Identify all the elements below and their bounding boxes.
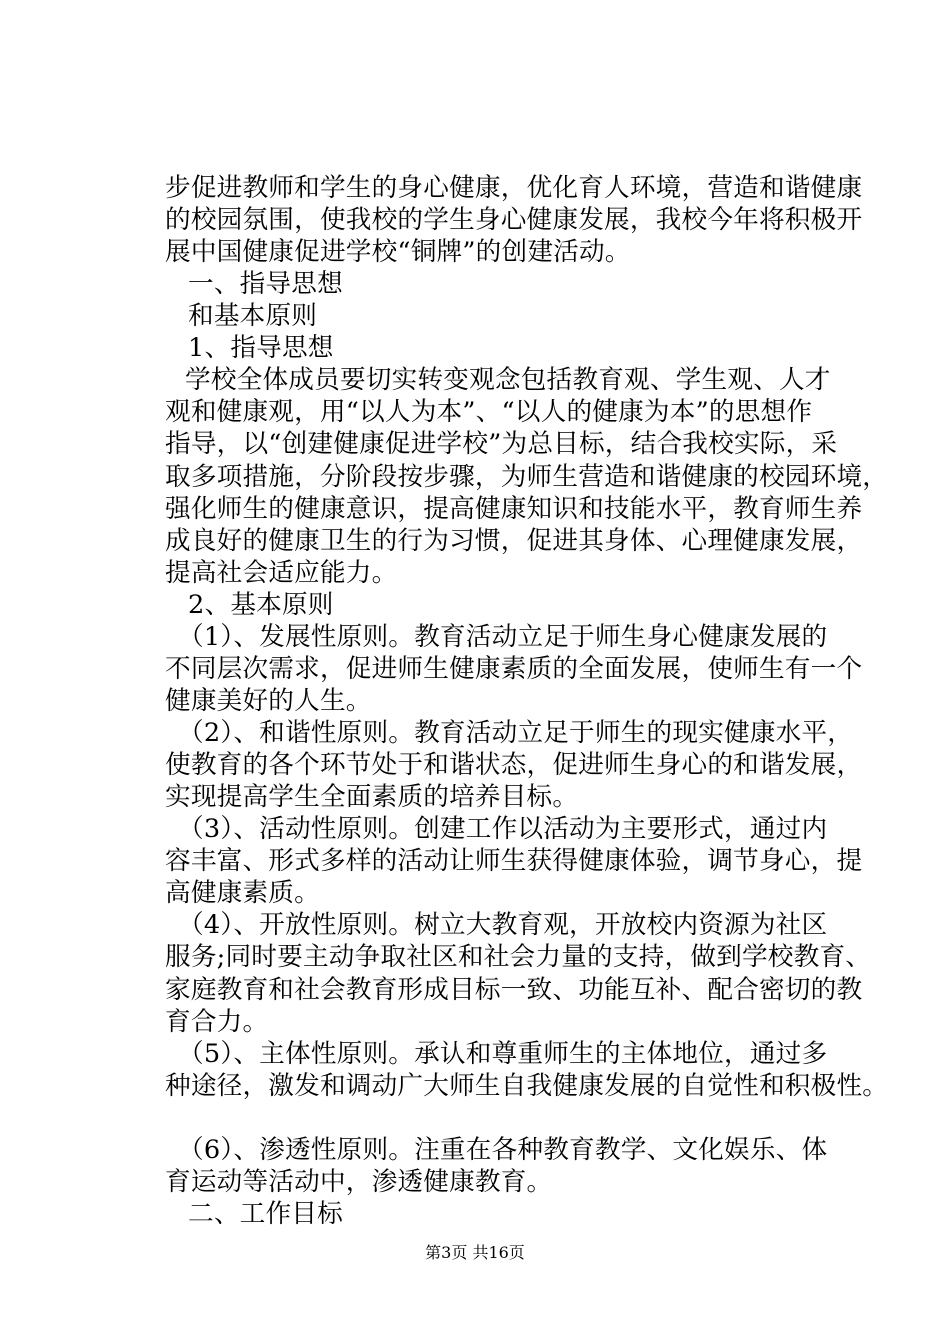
body-text-line: 的校园氛围，使我校的学生身心健康发展，我校今年将积极开 xyxy=(165,205,863,236)
body-text-line: 家庭教育和社会教育形成目标一致、功能互补、配合密切的教 xyxy=(165,974,863,1005)
body-text-line: 使教育的各个环节处于和谐状态，促进师生身心的和谐发展， xyxy=(165,750,863,781)
principle-item: （2）、和谐性原则。教育活动立足于师生的现实健康水平， xyxy=(178,718,854,749)
section-heading: 二、工作目标 xyxy=(188,1198,343,1229)
body-text-line: 学校全体成员要切实转变观念包括教育观、学生观、人才 xyxy=(185,365,831,396)
body-text-line: 种途径，激发和调动广大师生自我健康发展的自觉性和积极性。 xyxy=(165,1070,889,1101)
body-text-line: 育合力。 xyxy=(165,1006,269,1037)
body-text-line: 取多项措施，分阶段按步骤，为师生营造和谐健康的校园环境， xyxy=(165,461,889,492)
body-text-line: 指导，以“创建健康促进学校”为总目标，结合我校实际，采 xyxy=(165,429,838,460)
body-text-line: 服务;同时要主动争取社区和社会力量的支持，做到学校教育、 xyxy=(165,942,872,973)
body-text-line: 强化师生的健康意识，提高健康知识和技能水平，教育师生养 xyxy=(165,493,863,524)
subsection-heading: 1、指导思想 xyxy=(188,333,334,364)
section-heading-continued: 和基本原则 xyxy=(188,301,318,332)
body-text-line: 高健康素质。 xyxy=(165,878,320,909)
principle-item: （5）、主体性原则。承认和尊重师生的主体地位，通过多 xyxy=(178,1038,828,1069)
body-text-line: 实现提高学生全面素质的培养目标。 xyxy=(165,782,579,813)
subsection-heading: 2、基本原则 xyxy=(188,589,334,620)
principle-item: （4）、开放性原则。树立大教育观，开放校内资源为社区 xyxy=(178,910,828,941)
page-number-footer: 第3页 共16页 xyxy=(425,1243,525,1262)
body-text-line: 不同层次需求，促进师生健康素质的全面发展，使师生有一个 xyxy=(165,653,863,684)
principle-item: （3）、活动性原则。创建工作以活动为主要形式，通过内 xyxy=(178,814,828,845)
principle-item: （1）、发展性原则。教育活动立足于师生身心健康发展的 xyxy=(178,621,828,652)
body-text-line: 成良好的健康卫生的行为习惯，促进其身体、心理健康发展， xyxy=(165,525,863,556)
principle-item: （6）、渗透性原则。注重在各种教育教学、文化娱乐、体 xyxy=(178,1134,828,1165)
body-text-line: 步促进教师和学生的身心健康，优化育人环境，营造和谐健康 xyxy=(165,173,863,203)
section-heading: 一、指导思想 xyxy=(188,269,343,300)
body-text-line: 提高社会适应能力。 xyxy=(165,557,398,588)
body-text-line: 容丰富、形式多样的活动让师生获得健康体验，调节身心，提 xyxy=(165,846,863,877)
body-text-line: 健康美好的人生。 xyxy=(165,685,372,716)
body-text-line: 育运动等活动中，渗透健康教育。 xyxy=(165,1166,553,1197)
body-text-line: 观和健康观，用“以人为本”、“以人的健康为本”的思想作 xyxy=(165,397,813,428)
body-text-line: 展中国健康促进学校“铜牌”的创建活动。 xyxy=(165,237,631,268)
